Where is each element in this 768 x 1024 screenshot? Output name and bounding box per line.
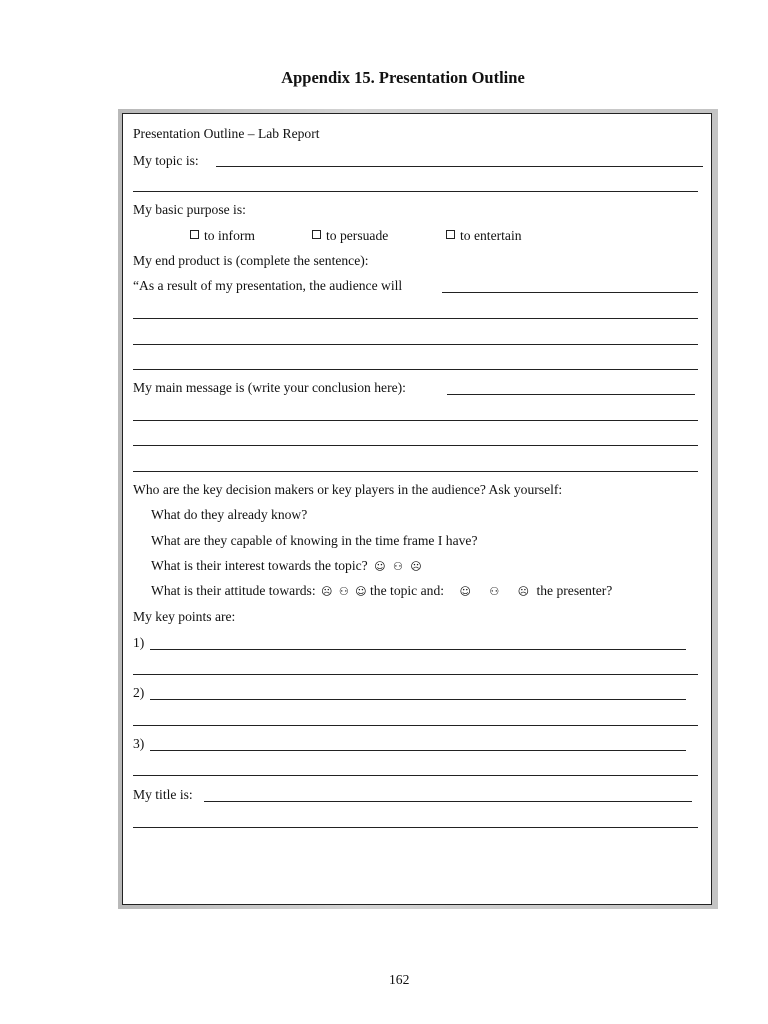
- appendix-heading: Appendix 15. Presentation Outline: [281, 68, 525, 87]
- purpose-option-label: to entertain: [460, 228, 522, 243]
- attitude-prefix-text: What is their attitude towards:: [151, 583, 316, 598]
- main-message-line-1[interactable]: [447, 394, 695, 395]
- sad-face-icon[interactable]: ☹: [321, 585, 333, 598]
- topic-label: My topic is:: [133, 153, 199, 168]
- question-already-know: What do they already know?: [151, 507, 308, 522]
- checkbox-persuade[interactable]: [312, 230, 321, 239]
- happy-face-icon[interactable]: ☺: [355, 585, 367, 598]
- form-header: Presentation Outline – Lab Report: [133, 126, 320, 141]
- key-point-3-line-1[interactable]: [150, 750, 686, 751]
- main-message-line-2[interactable]: [133, 420, 698, 421]
- key-point-1-line-2[interactable]: [133, 674, 698, 675]
- purpose-label: My basic purpose is:: [133, 202, 246, 217]
- key-point-number-2: 2): [133, 685, 145, 700]
- purpose-option-label: to persuade: [326, 228, 389, 243]
- end-product-line-1[interactable]: [442, 292, 698, 293]
- sad-face-icon[interactable]: ☹: [517, 585, 530, 598]
- key-point-number-3: 3): [133, 736, 145, 751]
- main-message-line-3[interactable]: [133, 445, 698, 446]
- neutral-face-icon[interactable]: ⚇: [338, 585, 349, 598]
- page-number: 162: [389, 972, 410, 987]
- happy-face-icon[interactable]: ☺: [374, 560, 386, 573]
- end-product-prompt: “As a result of my presentation, the audience will: [133, 278, 403, 293]
- topic-answer-line-2[interactable]: [133, 191, 698, 192]
- attitude-mid-text: the topic and:: [370, 583, 445, 598]
- key-point-2-line-2[interactable]: [133, 725, 698, 726]
- purpose-option-entertain[interactable]: [446, 228, 522, 244]
- key-points-label: My key points are:: [133, 609, 236, 624]
- neutral-face-icon[interactable]: ⚇: [489, 585, 500, 598]
- end-product-line-2[interactable]: [133, 318, 698, 319]
- key-point-1-line-1[interactable]: [150, 649, 686, 650]
- key-point-2-line-1[interactable]: [150, 699, 686, 700]
- interest-question-text: What is their interest towards the topic?: [151, 558, 368, 573]
- main-message-line-4[interactable]: [133, 471, 698, 472]
- purpose-option-persuade[interactable]: [312, 228, 388, 244]
- checkbox-entertain[interactable]: [446, 230, 455, 239]
- audience-question: Who are the key decision makers or key players in the audience? Ask yourself:: [133, 482, 563, 497]
- end-product-line-4[interactable]: [133, 369, 698, 370]
- purpose-option-inform[interactable]: [190, 228, 255, 244]
- title-line-2[interactable]: [133, 827, 698, 828]
- happy-face-icon[interactable]: ☺: [459, 585, 471, 598]
- topic-answer-line-1[interactable]: [216, 166, 703, 167]
- question-interest: [151, 558, 422, 575]
- checkbox-inform[interactable]: [190, 230, 199, 239]
- question-capable-knowing: What are they capable of knowing in the time frame I have?: [151, 533, 478, 548]
- question-attitude: [151, 583, 612, 600]
- key-point-number-1: 1): [133, 635, 145, 650]
- end-product-label: My end product is (complete the sentence):: [133, 253, 369, 268]
- attitude-end-text: the presenter?: [536, 583, 613, 598]
- end-product-line-3[interactable]: [133, 344, 698, 345]
- neutral-face-icon[interactable]: ⚇: [392, 560, 403, 573]
- title-label: My title is:: [133, 787, 193, 802]
- main-message-label: My main message is (write your conclusion here):: [133, 380, 406, 395]
- purpose-option-label: to inform: [204, 228, 255, 243]
- sad-face-icon[interactable]: ☹: [410, 560, 422, 573]
- key-point-3-line-2[interactable]: [133, 775, 698, 776]
- title-line-1[interactable]: [204, 801, 692, 802]
